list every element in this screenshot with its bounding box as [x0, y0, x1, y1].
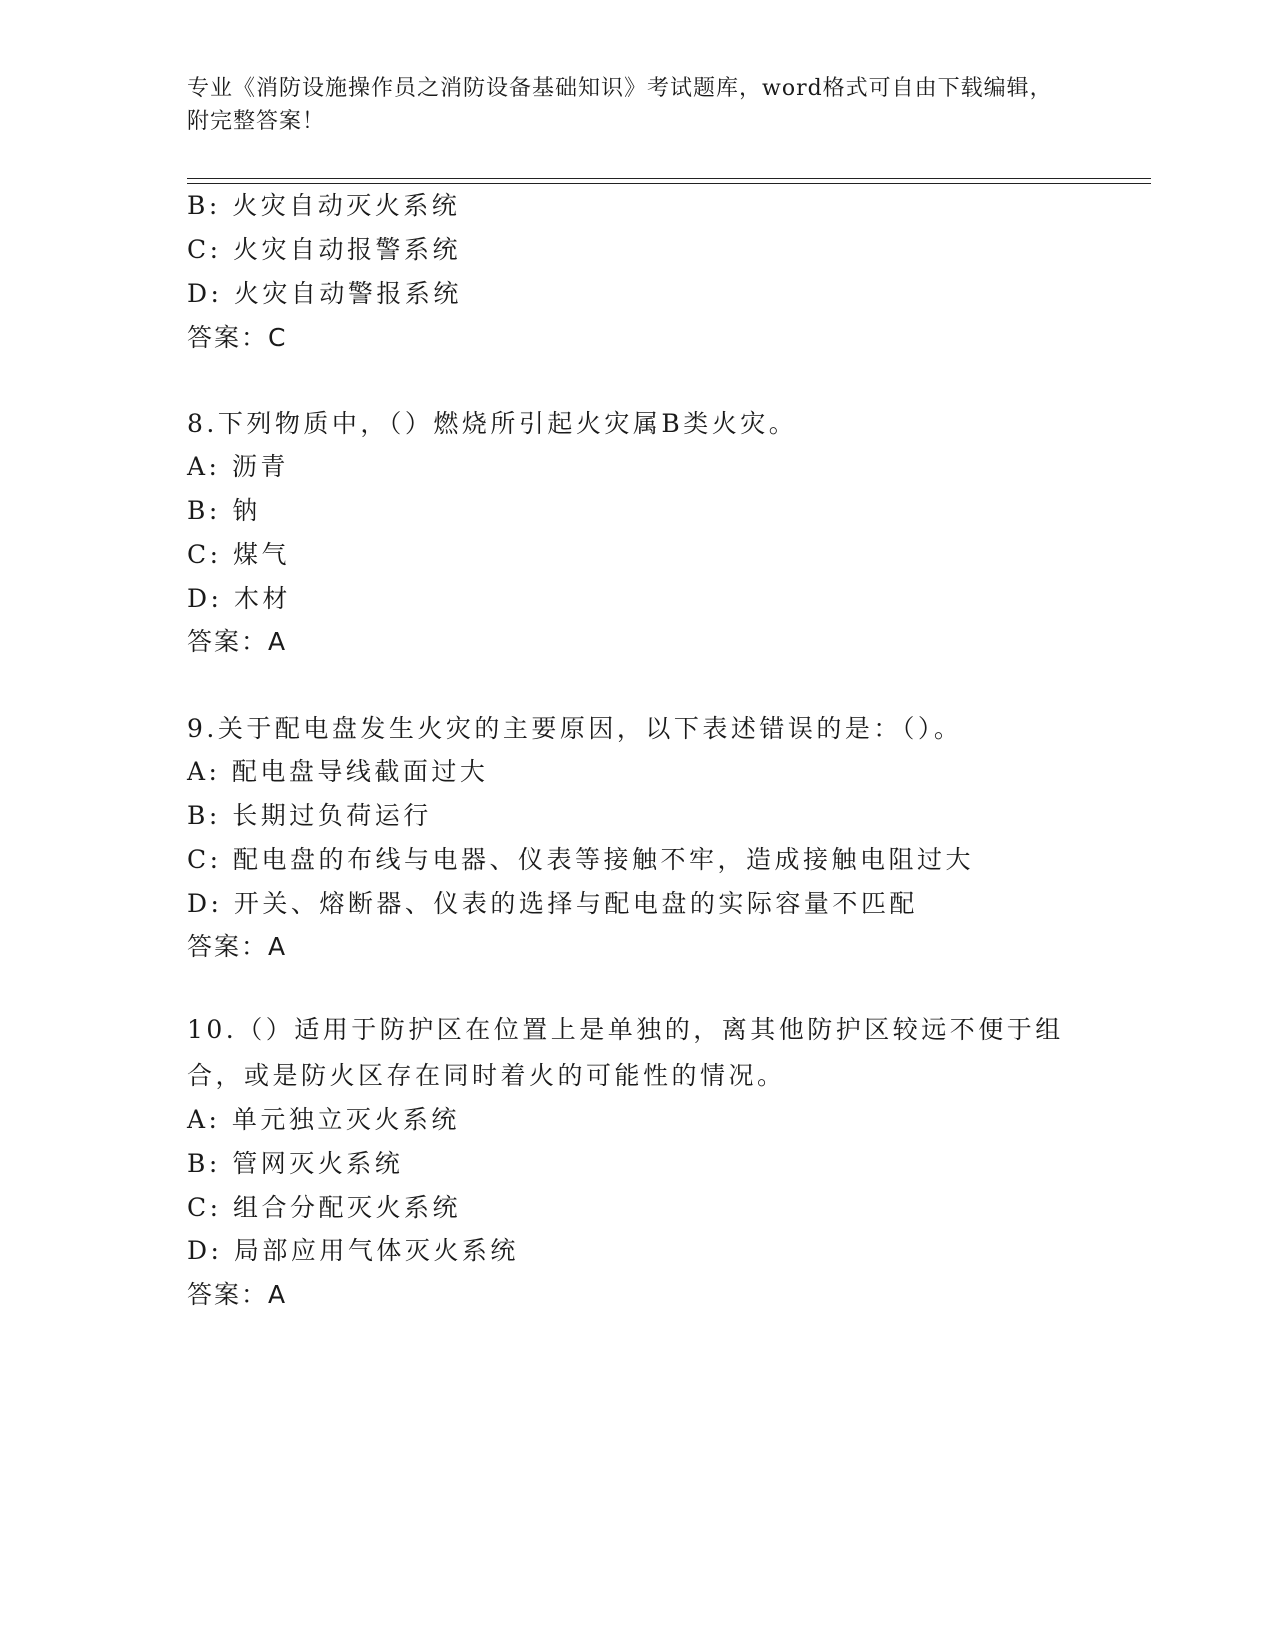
prev-option-b: B: 火灾自动灭火系统 — [187, 191, 461, 220]
prev-option-d: D: 火灾自动警报系统 — [187, 279, 462, 308]
header-rule-top — [187, 178, 1151, 179]
q8-option-c: C: 煤气 — [187, 540, 290, 569]
q10-question: 10.（）适用于防护区在位置上是单独的，离其他防护区较远不便于组合，或是防火区存在同时着火的可能性的情况。 — [187, 1015, 1064, 1090]
q9-option-d: D: 开关、熔断器、仪表的选择与配电盘的实际容量不匹配 — [187, 889, 918, 918]
q9-option-c: C: 配电盘的布线与电器、仪表等接触不牢，造成接触电阻过大 — [187, 845, 975, 874]
q10-option-d: D: 局部应用气体灭火系统 — [187, 1236, 519, 1265]
q8-option-a: A: 沥青 — [187, 452, 289, 481]
q10-answer: 答案：A — [187, 1280, 288, 1309]
q10-option-c: C: 组合分配灭火系统 — [187, 1193, 461, 1222]
q8-question: 8.下列物质中，（）燃烧所引起火灾属B类火灾。 — [187, 409, 798, 438]
header-rule-bottom — [187, 183, 1151, 184]
q9-question: 9.关于配电盘发生火灾的主要原因，以下表述错误的是：（）。 — [187, 714, 963, 743]
q8-answer: 答案：A — [187, 627, 288, 656]
q9-option-a: A: 配电盘导线截面过大 — [187, 757, 489, 786]
document-header: 专业《消防设施操作员之消防设备基础知识》考试题库，word格式可自由下载编辑，附完整答案！ — [187, 76, 1053, 134]
q8-option-b: B: 钠 — [187, 496, 261, 525]
q8-option-d: D: 木材 — [187, 584, 291, 613]
prev-answer: 答案：C — [187, 323, 288, 352]
q10-option-a: A: 单元独立灭火系统 — [187, 1105, 460, 1134]
q9-option-b: B: 长期过负荷运行 — [187, 801, 432, 830]
q10-option-b: B: 管网灭火系统 — [187, 1149, 404, 1178]
prev-option-c: C: 火灾自动报警系统 — [187, 235, 461, 264]
q9-answer: 答案：A — [187, 932, 288, 961]
